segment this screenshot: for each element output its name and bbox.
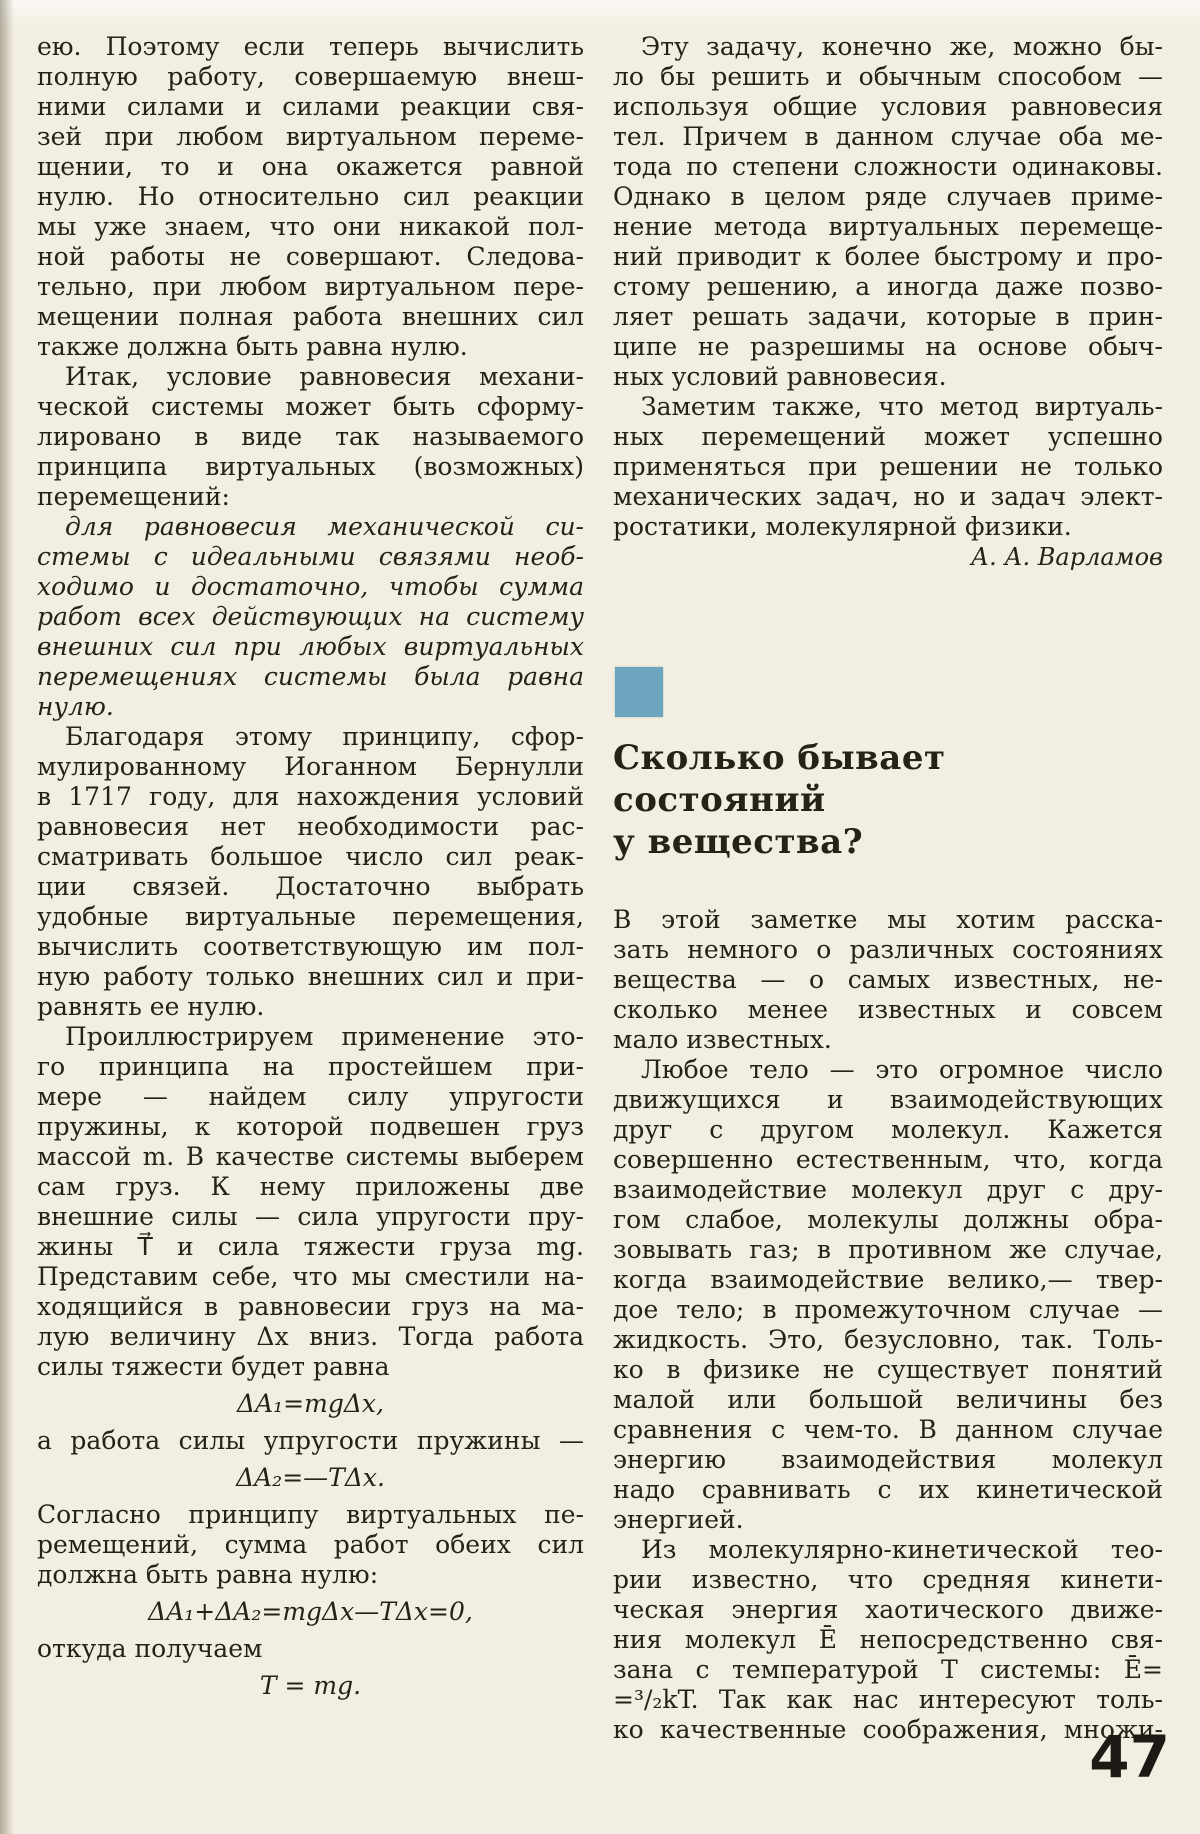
text-line: удобные виртуальные перемещения, [37, 902, 584, 931]
article-title-line: у вещества? [613, 822, 864, 862]
formula: ΔA₁=mgΔx, [237, 1389, 384, 1418]
paragraph [613, 1055, 1163, 1535]
text-line: нение метода виртуальных перемеще- [613, 212, 1163, 241]
text-line: ходящийся в равновесии груз на ма- [37, 1292, 584, 1321]
text-line: гом слабое, молекулы должны обра- [613, 1205, 1163, 1234]
text-line: нулю. Но относительно сил реакции [37, 182, 584, 211]
text-line: пружины, к которой подвешен груз [37, 1112, 584, 1141]
text-line: жидкость. Это, безусловно, так. Толь- [613, 1325, 1163, 1354]
text-line: мы уже знаем, что они никакой пол- [37, 212, 584, 241]
section-marker-square [615, 667, 663, 717]
text-line: механических задач, но и задач элект- [613, 482, 1163, 511]
text-line: в 1717 году, для нахождения условий [37, 782, 584, 811]
text-line: ко в физике не существует понятий [613, 1355, 1163, 1384]
text-line: лую величину Δx вниз. Тогда работа [37, 1322, 584, 1351]
text-line: жины T⃗ и сила тяжести груза mg. [37, 1232, 584, 1261]
text-line: ними силами и силами реакции свя- [37, 92, 584, 121]
text-line: мало известных. [613, 1025, 832, 1054]
text-line: Согласно принципу виртуальных пе- [37, 1500, 584, 1529]
text-line: ных перемещений может успешно [613, 422, 1163, 451]
left-column [37, 32, 584, 1708]
text-line: зать немного о различных состояниях [613, 935, 1163, 964]
paragraph [37, 1500, 584, 1590]
formula: ΔA₁+ΔA₂=mgΔx—TΔx=0, [148, 1597, 473, 1626]
text-line: Однако в целом ряде случаев приме- [613, 182, 1163, 211]
text-line: энергию взаимодействия молекул [613, 1445, 1163, 1474]
text-line: равновесия нет необходимости рас- [37, 812, 584, 841]
text-line: Представим себе, что мы сместили на- [37, 1262, 584, 1291]
paragraph [37, 1022, 584, 1382]
text-line: нулю. [37, 692, 114, 721]
text-line: работ всех действующих на систему [37, 602, 584, 631]
text-line: ходимо и достаточно, чтобы сумма [37, 572, 584, 601]
paragraph [37, 362, 584, 512]
text-line: ную работу только внешних сил и при- [37, 962, 584, 991]
text-line: щении, то и она окажется равной [37, 152, 584, 181]
text-line: тода по степени сложности одинаковы. [613, 152, 1163, 181]
text-line: мулированному Иоганном Бернулли [37, 752, 584, 781]
text-line: силы тяжести будет равна [37, 1352, 390, 1381]
text-line: а работа силы упругости пружины — [37, 1426, 584, 1455]
text-line: внешних сил при любых виртуальных [37, 632, 584, 661]
article-title [613, 737, 1163, 863]
text-line: зей при любом виртуальном переме- [37, 122, 584, 151]
text-line: ципе не разрешимы на основе обыч- [613, 332, 1163, 361]
text-line: откуда получаем [37, 1634, 263, 1663]
paragraph [613, 1535, 1163, 1745]
text-line: Заметим также, что метод виртуаль- [641, 392, 1163, 421]
text-line: зана с температурой T системы: Ē= [613, 1655, 1163, 1684]
text-line: используя общие условия равновесия [613, 92, 1163, 121]
text-line: ко качественные соображения, множи- [613, 1715, 1163, 1744]
text-line: Из молекулярно-кинетической тео- [641, 1535, 1163, 1564]
text-line: тельно, при любом виртуальном пере- [37, 272, 584, 301]
text-line: массой m. В качестве системы выберем [37, 1142, 584, 1171]
scan-light-edge [0, 0, 1200, 30]
text-line: внешние силы — сила упругости пру- [37, 1202, 584, 1231]
text-line: принципа виртуальных (возможных) [37, 452, 584, 481]
text-line: Благодаря этому принципу, сфор- [65, 722, 584, 751]
text-line: ния молекул Ē непосредственно свя- [613, 1625, 1163, 1654]
text-line: ло бы решить и обычным способом — [613, 62, 1163, 91]
text-line: перемещениях системы была равна [37, 662, 584, 691]
text-line: надо сравнивать с их кинетической [613, 1475, 1163, 1504]
text-line: полную работу, совершаемую внеш- [37, 62, 584, 91]
text-line: В этой заметке мы хотим расска- [613, 905, 1163, 934]
paragraph [37, 722, 584, 1022]
paragraph [37, 512, 584, 722]
text-line: ной работы не совершают. Следова- [37, 242, 584, 271]
paragraph [613, 392, 1163, 542]
text-line: когда взаимодействие велико,— твер- [613, 1265, 1163, 1294]
text-line: вещества — о самых известных, не- [613, 965, 1163, 994]
paragraph [613, 32, 1163, 392]
text-line: должна быть равна нулю: [37, 1560, 379, 1589]
text-line: мещении полная работа внешних сил [37, 302, 584, 331]
text-line: ных условий равновесия. [613, 362, 947, 391]
text-line: ляет решать задачи, которые в прин- [613, 302, 1163, 331]
text-line: стому решению, а иногда даже позво- [613, 272, 1163, 301]
text-line: ческая энергия хаотического движе- [613, 1595, 1163, 1624]
formula: ΔA₂=—TΔx. [236, 1463, 385, 1492]
text-line: взаимодействие молекул друг с дру- [613, 1175, 1163, 1204]
text-line: лировано в виде так называемого [37, 422, 584, 451]
text-line: ний приводит к более быстрому и про- [613, 242, 1163, 271]
text-line: совершенно естественным, что, когда [613, 1145, 1163, 1174]
text-line: также должна быть равна нулю. [37, 332, 468, 361]
text-line: друг с другом молекул. Кажется [613, 1115, 1163, 1144]
paragraph [613, 905, 1163, 1055]
text-line: го принципа на простейшем при- [37, 1052, 584, 1081]
text-line: вычислить соответствующую им пол- [37, 932, 584, 961]
text-line: =³/₂kT. Так как нас интересуют толь- [613, 1685, 1163, 1714]
text-line: сколько менее известных и совсем [613, 995, 1163, 1024]
text-line: малой или большой величины без [613, 1385, 1163, 1414]
text-line: для равновесия механической си- [65, 512, 584, 541]
text-line: рии известно, что средняя кинети- [613, 1565, 1163, 1594]
author-byline: А. А. Варламов [970, 543, 1163, 571]
text-line: равнять ее нулю. [37, 992, 265, 1021]
text-line: стемы с идеальными связями необ- [37, 542, 584, 571]
text-line: ремещений, сумма работ обеих сил [37, 1530, 584, 1559]
text-line: движущихся и взаимодействующих [613, 1085, 1163, 1114]
paragraph [37, 32, 584, 362]
text-line: зовывать газ; в противном же случае, [613, 1235, 1163, 1264]
text-line: сам груз. К нему приложены две [37, 1172, 584, 1201]
text-line: Эту задачу, конечно же, можно бы- [641, 32, 1163, 61]
text-line: применяться при решении не только [613, 452, 1163, 481]
text-line: ции связей. Достаточно выбрать [37, 872, 584, 901]
page-number: 47 [1089, 1723, 1170, 1791]
text-line: тел. Причем в данном случае оба ме- [613, 122, 1163, 151]
text-line: ею. Поэтому если теперь вычислить [37, 32, 584, 61]
text-line: Проиллюстрируем применение это- [65, 1022, 584, 1051]
text-line: сравнения с чем-то. В данном случае [613, 1415, 1163, 1444]
text-line: Итак, условие равновесия механи- [65, 362, 584, 391]
paragraph [37, 1426, 584, 1456]
text-line: перемещений: [37, 482, 230, 511]
text-line: Любое тело — это огромное число [641, 1055, 1163, 1084]
text-line: дое тело; в промежуточном случае — [613, 1295, 1163, 1324]
text-line: мере — найдем силу упругости [37, 1082, 584, 1111]
paragraph [37, 1634, 584, 1664]
text-line: энергией. [613, 1505, 744, 1534]
text-line: ческой системы может быть сформу- [37, 392, 584, 421]
scan-shadow-edge [0, 0, 14, 1834]
text-line: ростатики, молекулярной физики. [613, 512, 1072, 541]
article-title-line: Сколько бывает состояний [613, 738, 946, 820]
right-column [613, 32, 1163, 1745]
formula: T = mg. [259, 1671, 362, 1700]
text-line: сматривать большое число сил реак- [37, 842, 584, 871]
